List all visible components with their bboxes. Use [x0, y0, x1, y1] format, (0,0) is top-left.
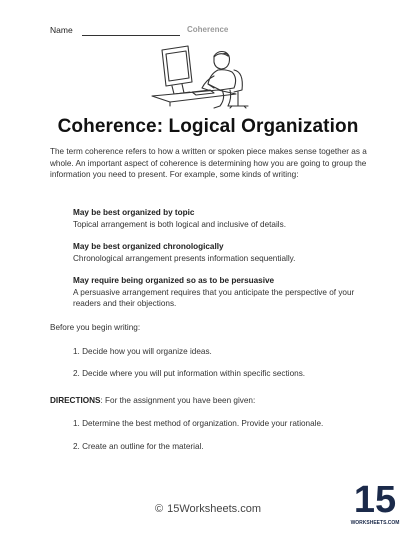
list-item	[73, 207, 378, 230]
item-heading: May be best organized chronologically	[73, 242, 224, 251]
logo-text: WORKSHEETS.COM	[350, 520, 400, 526]
item-heading: May be best organized by topic	[73, 208, 195, 217]
item-heading: May require being organized so as to be persuasive	[73, 276, 275, 285]
name-label: Name	[50, 25, 73, 35]
directions-text	[50, 395, 380, 407]
item-body: Topical arrangement is both logical and inclusive of details.	[73, 219, 286, 229]
header-topic: Coherence	[187, 25, 229, 34]
direction-step: 2. Create an outline for the material.	[73, 442, 204, 451]
directions-label: DIRECTIONS	[50, 396, 101, 405]
logo-number: 15	[353, 479, 397, 521]
before-step: 1. Decide how you will organize ideas.	[73, 347, 212, 356]
worksheets-logo	[350, 474, 400, 532]
before-writing-text: Before you begin writing:	[50, 323, 141, 332]
item-body: Chronological arrangement presents information sequentially.	[73, 253, 296, 263]
name-field-line[interactable]	[82, 35, 180, 36]
before-step: 2. Decide where you will put information within specific sections.	[73, 369, 306, 378]
intro-paragraph: The term coherence refers to how a written or spoken piece makes sense together as a whole. An important aspect of coherence is determining how you are going to group the information you need to present. For example, some kinds of writing:	[50, 147, 367, 180]
footer-site[interactable]: 15Worksheets.com	[167, 503, 262, 515]
directions-body: : For the assignment you have been given:	[100, 396, 256, 405]
list-item	[73, 241, 378, 264]
person-at-computer-illustration	[148, 42, 268, 114]
copyright-icon: ©	[154, 503, 164, 515]
item-body: A persuasive arrangement requires that you anticipate the perspective of your readers and their objections.	[73, 287, 355, 308]
page-title: Coherence: Logical Organization	[57, 116, 359, 137]
list-item	[73, 275, 378, 310]
direction-step: 1. Determine the best method of organization. Provide your rationale.	[73, 419, 324, 428]
